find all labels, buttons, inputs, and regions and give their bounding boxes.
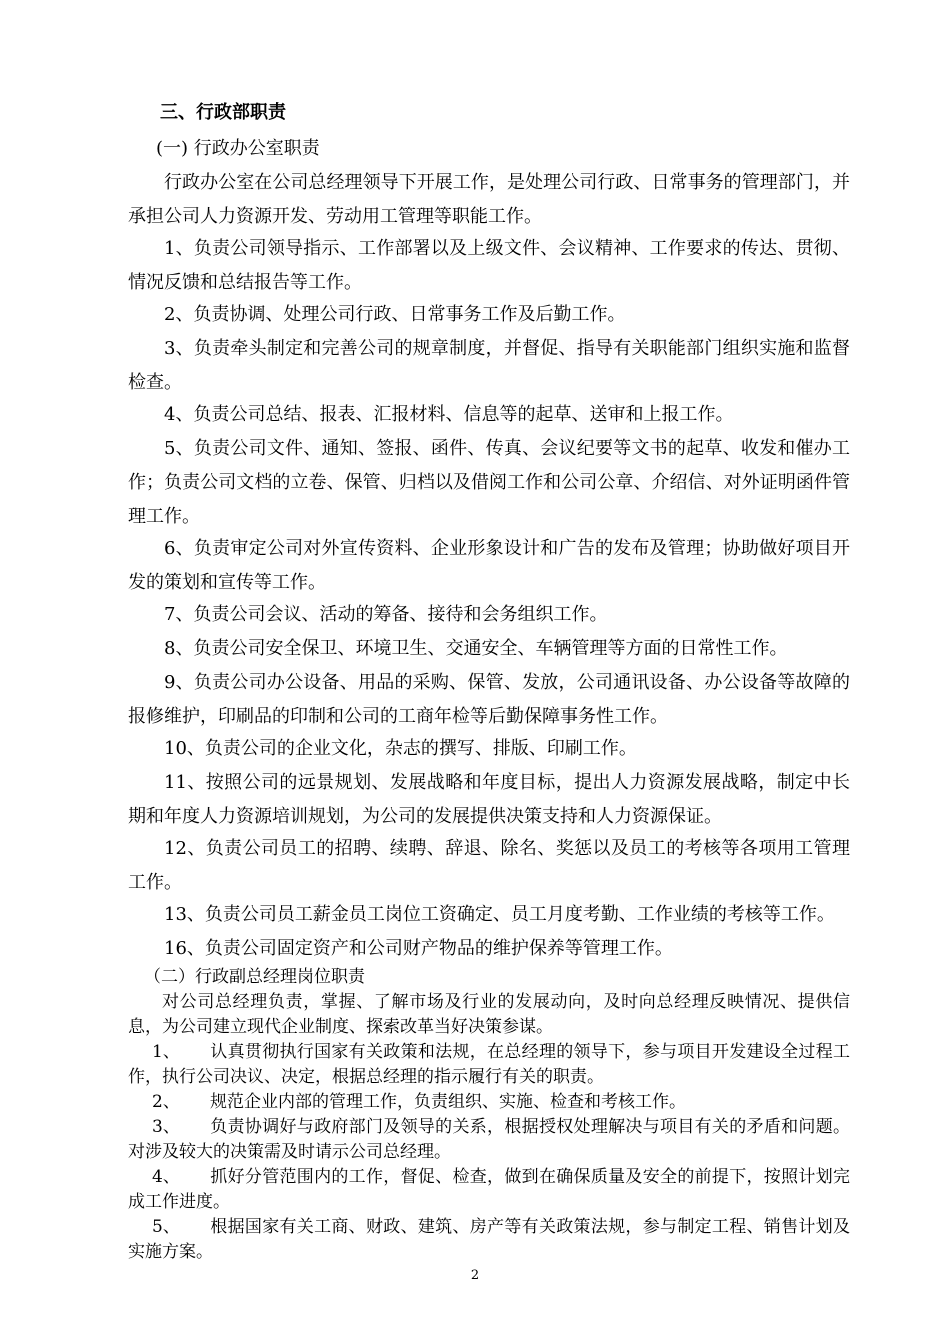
vp-duty-item — [128, 1040, 850, 1090]
vp-intro-paragraph: 对公司总经理负责，掌握、了解市场及行业的发展动向，及时向总经理反映情况、提供信息，为公司建立现代企业制度、探索改革当好决策参谋。 — [128, 992, 850, 1037]
vp-duty-text: 负责协调好与政府部门及领导的关系，根据授权处理解决与项目有关的矛盾和问题。对涉及较大的决策需及时请示公司总经理。 — [128, 1117, 850, 1162]
duty-item-4: 4、负责公司总结、报表、汇报材料、信息等的起草、送审和上报工作。 — [164, 404, 734, 425]
vp-duty-item — [128, 1215, 850, 1265]
duty-item-5: 5、负责公司文件、通知、签报、函件、传真、会议纪要等文书的起草、收发和催办工作；负责公司文档的立卷、保管、归档以及借阅工作和公司公章、介绍信、对外证明函件管理工作。 — [128, 438, 850, 527]
page-number: 2 — [470, 1268, 480, 1283]
duty-item-10: 10、负责公司的企业文化，杂志的撰写、排版、印刷工作。 — [164, 738, 637, 759]
vp-duty-number: 2、 — [152, 1092, 180, 1112]
duty-item-6: 6、负责审定公司对外宣传资料、企业形象设计和广告的发布及管理；协助做好项目开发的策划和宣传等工作。 — [128, 538, 850, 593]
vp-duty-text: 规范企业内部的管理工作，负责组织、实施、检查和考核工作。 — [210, 1092, 686, 1112]
vp-duty-number: 1、 — [152, 1042, 180, 1062]
vp-duty-text: 认真贯彻执行国家有关政策和法规，在总经理的领导下，参与项目开发建设全过程工作，执行公司决议、决定，根据总经理的指示履行有关的职责。 — [128, 1042, 850, 1087]
vp-duty-number: 5、 — [152, 1217, 180, 1237]
office-intro-paragraph: 行政办公室在公司总经理领导下开展工作，是处理公司行政、日常事务的管理部门，并承担公司人力资源开发、劳动用工管理等职能工作。 — [128, 172, 850, 227]
section-heading: 三、行政部职责 — [160, 102, 286, 123]
duty-item-3: 3、负责牵头制定和完善公司的规章制度，并督促、指导有关职能部门组织实施和监督检查。 — [128, 338, 850, 393]
vp-duty-number: 3、 — [152, 1117, 180, 1137]
duty-item-1: 1、负责公司领导指示、工作部署以及上级文件、会议精神、工作要求的传达、贯彻、情况反馈和总结报告等工作。 — [128, 238, 850, 293]
duty-item-12: 12、负责公司员工的招聘、续聘、辞退、除名、奖惩以及员工的考核等各项用工管理工作。 — [128, 838, 850, 893]
duty-item-8: 8、负责公司安全保卫、环境卫生、交通安全、车辆管理等方面的日常性工作。 — [164, 638, 788, 659]
subsection-title-vp: （二）行政副总经理岗位职责 — [144, 967, 365, 987]
duty-item-13: 13、负责公司员工薪金员工岗位工资确定、员工月度考勤、工作业绩的考核等工作。 — [164, 904, 835, 925]
vp-duty-text: 抓好分管范围内的工作，督促、检查，做到在确保质量及安全的前提下，按照计划完成工作进度。 — [128, 1167, 850, 1212]
subsection-title-office: (一) 行政办公室职责 — [156, 138, 320, 159]
duty-item-9: 9、负责公司办公设备、用品的采购、保管、发放，公司通讯设备、办公设备等故障的报修维护，印刷品的印制和公司的工商年检等后勤保障事务性工作。 — [128, 672, 850, 727]
vp-duty-number: 4、 — [152, 1167, 180, 1187]
duty-item-11: 11、按照公司的远景规划、发展战略和年度目标，提出人力资源发展战略，制定中长期和年度人力资源培训规划，为公司的发展提供决策支持和人力资源保证。 — [128, 772, 850, 827]
vp-duty-item — [128, 1165, 850, 1215]
duty-item-7: 7、负责公司会议、活动的筹备、接待和会务组织工作。 — [164, 604, 608, 625]
vp-duty-item — [128, 1115, 850, 1165]
vp-duty-item — [128, 1090, 850, 1115]
duty-item-2: 2、负责协调、处理公司行政、日常事务工作及后勤工作。 — [164, 304, 626, 325]
vp-duty-text: 根据国家有关工商、财政、建筑、房产等有关政策法规，参与制定工程、销售计划及实施方案。 — [128, 1217, 850, 1262]
duty-item-16: 16、负责公司固定资产和公司财产物品的维护保养等管理工作。 — [164, 938, 673, 959]
